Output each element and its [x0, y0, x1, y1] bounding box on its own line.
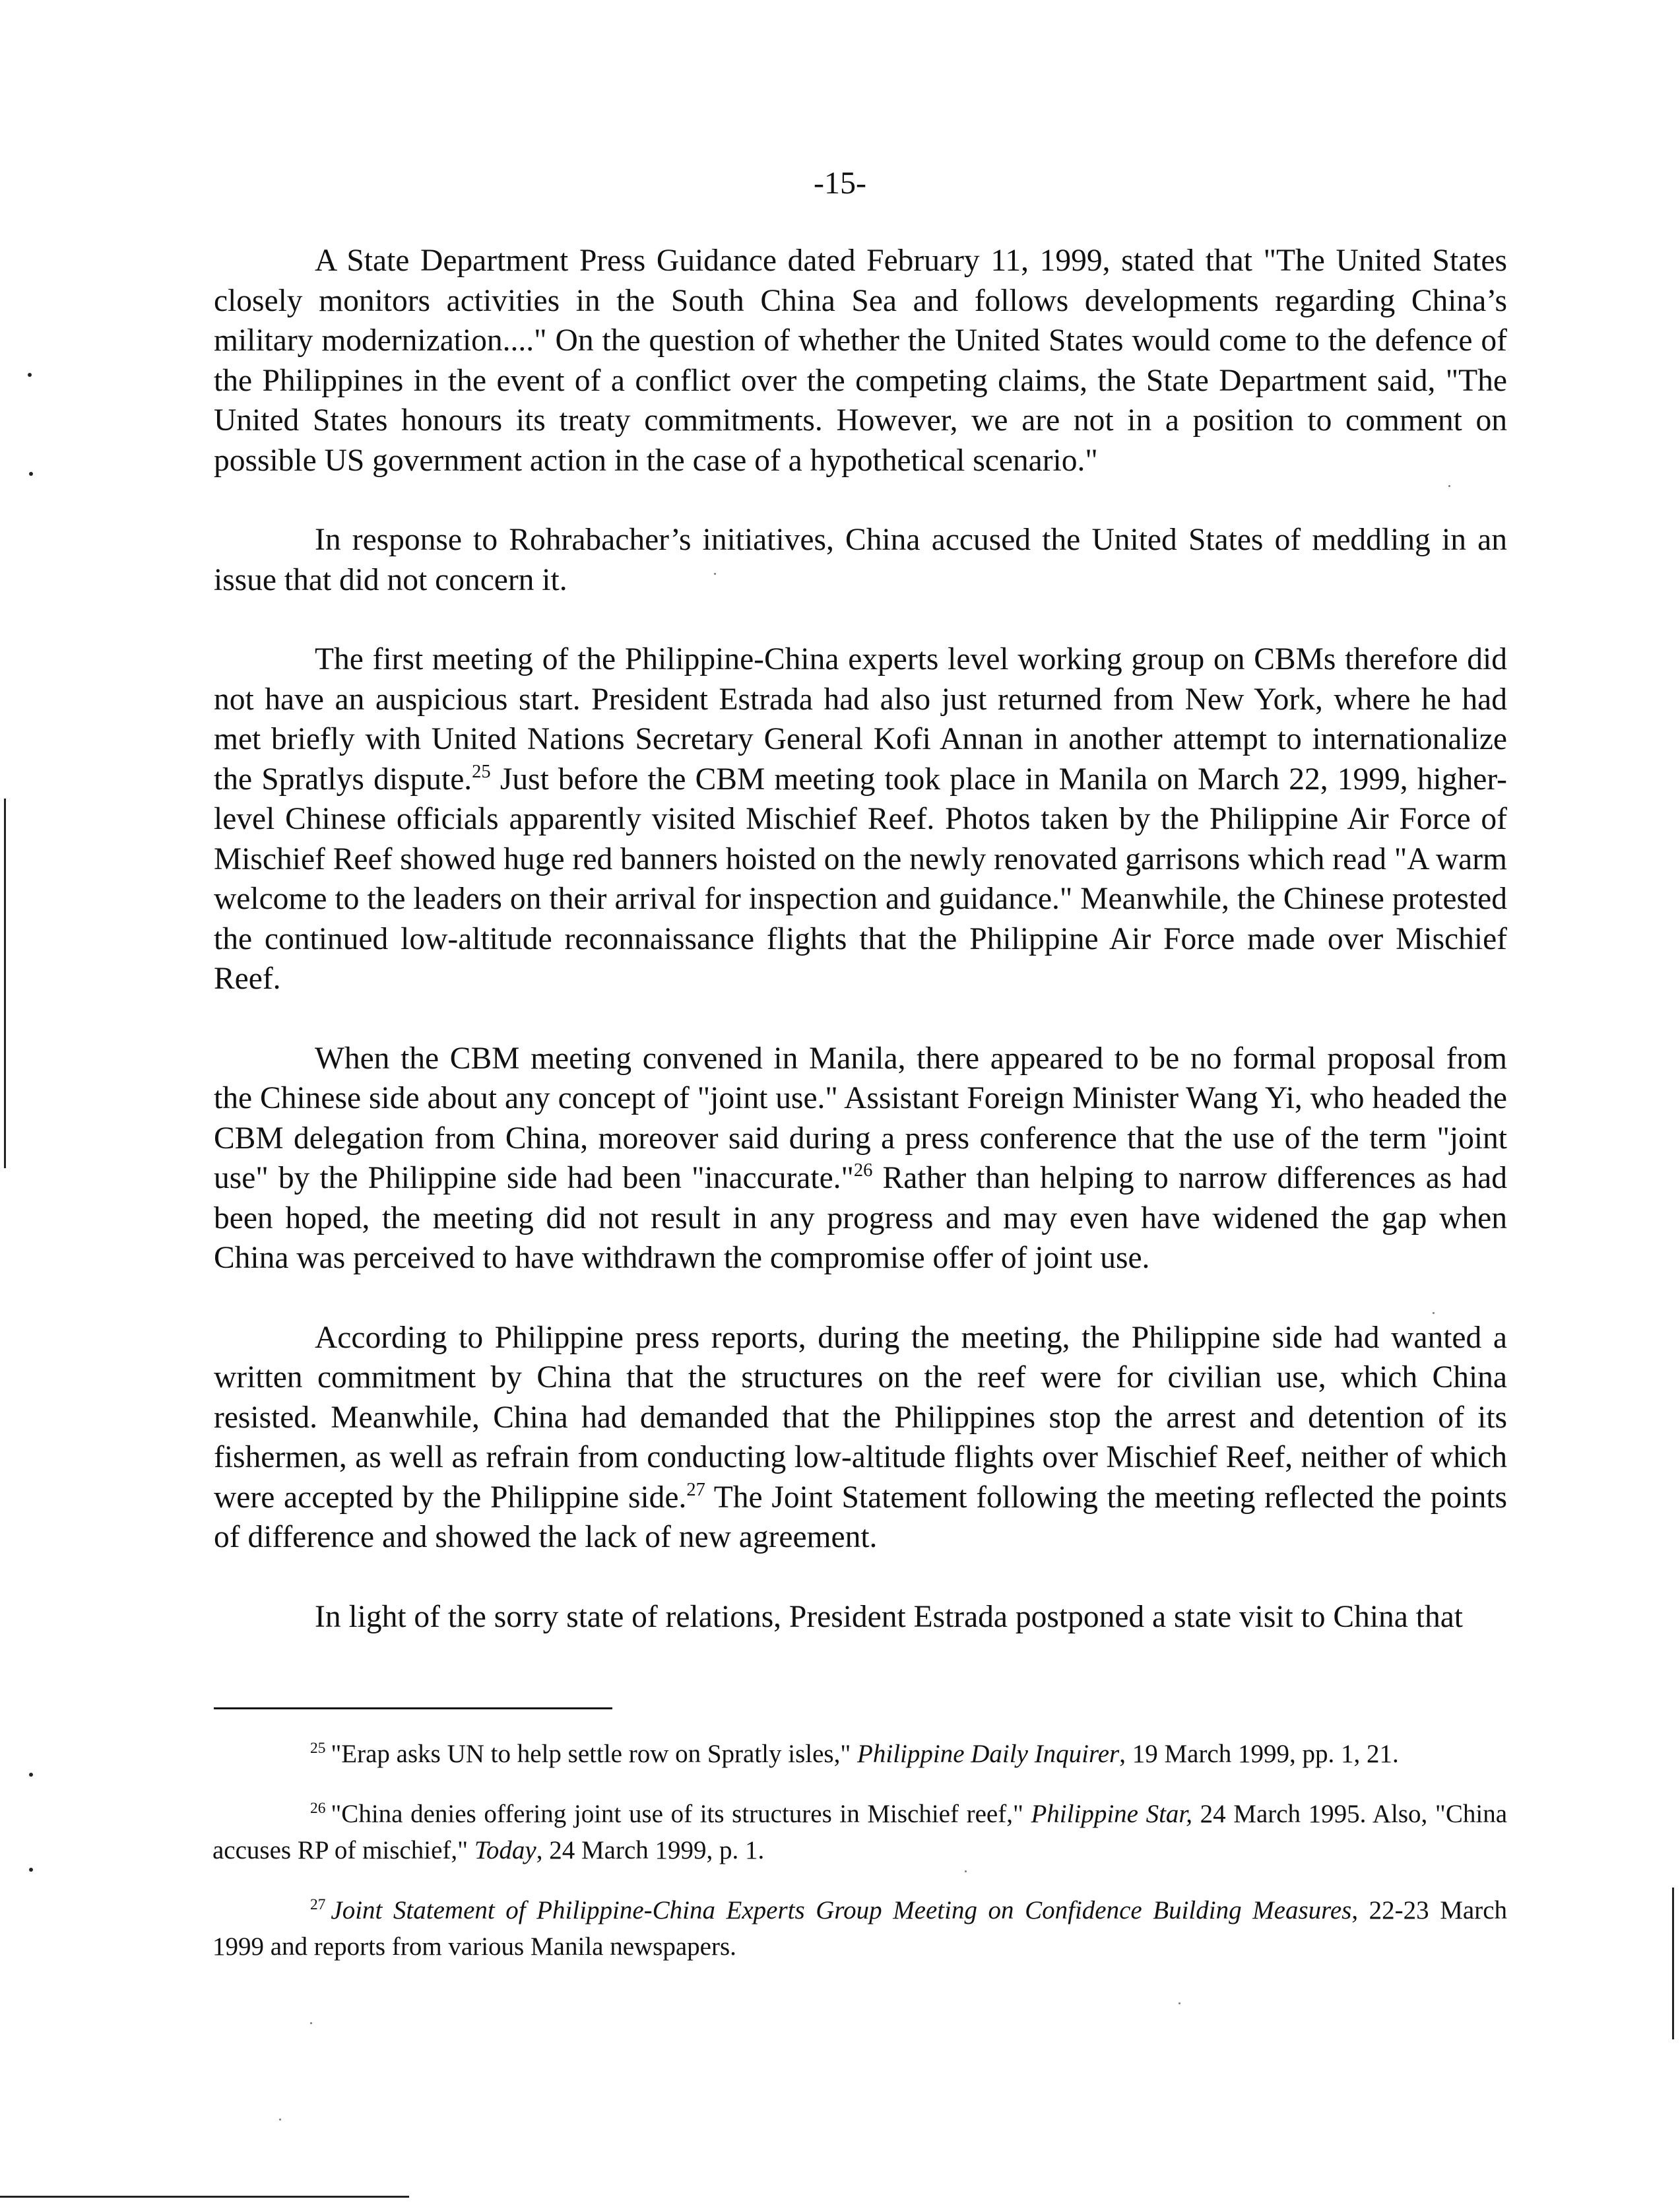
footnotes	[212, 1736, 1507, 1989]
footnote-source: Today	[474, 1836, 536, 1864]
paragraph	[214, 520, 1507, 600]
footnote-reference[interactable]: 25	[472, 761, 491, 782]
footnote-quote: "China denies offering joint use of its structures in Mischief reef,"	[331, 1800, 1031, 1828]
footnote-tail: 24 March 1995. Also, "China accuses RP of mischief,"	[212, 1800, 1508, 1864]
paragraph-text: When the CBM meeting convened in Manila, there appeared to be no formal proposal from the Chinese side about any concept of "joint use." Assistant Foreign Minister Wang Yi, who headed the CBM delegation from China, moreover said during a press conference that the use of the term "joint use" by the Philippine side had been "inaccurate."	[214, 1041, 1507, 1195]
footnote-26	[212, 1796, 1507, 1868]
scan-dot-2	[29, 472, 33, 476]
footnote-separator	[214, 1707, 612, 1709]
footnote-source: Philippine Daily Inquirer	[857, 1740, 1120, 1768]
scan-speck	[310, 2022, 312, 2024]
scan-dot-3	[29, 1773, 33, 1777]
paragraph-text: The first meeting of the Philippine-China experts level working group on CBMs therefore did not have an auspicious start. President Estrada had also just returned from New York, where he had met briefly with United Nations Secretary General Kofi Annan in another attempt to internationalize the Spratlys dispute.	[214, 642, 1507, 797]
footnote-source: Joint Statement of Philippine-China Experts Group Meeting on Confidence Building Measures	[331, 1896, 1352, 1924]
paragraph	[214, 1318, 1507, 1558]
paragraph-text: In response to Rohrabacher’s initiatives, China accused the United States of meddling in an issue that did not concern it.	[214, 523, 1507, 597]
footnote-25	[212, 1736, 1507, 1772]
footnote-marker: 25	[310, 1739, 326, 1757]
footnote-marker: 27	[310, 1895, 326, 1913]
scan-edge-line-left	[4, 799, 6, 1168]
footnote-reference[interactable]: 27	[686, 1479, 705, 1500]
paragraph-text: Just before the CBM meeting took place in Manila on March 22, 1999, higher-level Chinese officials apparently visited Mischief Reef. Photos taken by the Philippine Air Force of Mischief Reef showed huge red banners hoisted on the newly renovated garrisons which read "A warm welcome to the leaders on their arrival for inspection and guidance." Meanwhile, the Chinese protested the continued low-altitude reconnaissance flights that the Philippine Air Force made over Mischief Reef.	[214, 762, 1507, 996]
paragraph	[214, 1597, 1507, 1637]
scan-dot-4	[29, 1868, 33, 1872]
footnote-tail: , 19 March 1999, pp. 1, 21.	[1119, 1740, 1399, 1768]
paragraph-text: In light of the sorry state of relations, President Estrada postponed a state visit to China that	[315, 1599, 1463, 1634]
paragraph	[214, 241, 1507, 480]
footnote-quote: "Erap asks UN to help settle row on Spratly isles,"	[331, 1740, 858, 1768]
paragraph-text: According to Philippine press reports, during the meeting, the Philippine side had wanted a written commitment by China that the structures on the reef were for civilian use, which China resisted. Meanwhile, China had demanded that the Philippines stop the arrest and detention of its fishermen, as well as refrain from conducting low-altitude flights over Mischief Reef, neither of which were accepted by the Philippine side.	[214, 1320, 1507, 1515]
page-number: -15-	[814, 166, 866, 201]
footnote-source: Philippine Star,	[1031, 1800, 1193, 1828]
paragraph	[214, 1039, 1507, 1278]
paragraph-text: The Joint Statement following the meeting reflected the points of difference and showed the lack of new agreement.	[214, 1480, 1507, 1554]
footnote-tail: , 22-23 March 1999 and reports from various Manila newspapers.	[212, 1896, 1508, 1961]
scan-edge-line-right	[1672, 1888, 1674, 2039]
scan-speck	[279, 2119, 281, 2121]
footnote-tail: , 24 March 1999, p. 1.	[536, 1836, 765, 1864]
scan-bottom-line	[0, 2196, 409, 2198]
footnote-reference[interactable]: 26	[853, 1160, 873, 1181]
footnote-27	[212, 1892, 1507, 1965]
footnote-marker: 26	[310, 1799, 326, 1817]
scan-dot-1	[28, 373, 32, 377]
paragraph	[214, 640, 1507, 999]
scan-speck	[1179, 2002, 1180, 2004]
paragraph-text: A State Department Press Guidance dated February 11, 1999, stated that "The United States closely monitors activities in the South China Sea and follows developments regarding China’s military modernization...." On the question of whether the United States would come to the defence of the Philippines in the event of a conflict over the competing claims, the State Department said, "The United States honours its treaty commitments. However, we are not in a position to comment on possible US government action in the case of a hypothetical scenario."	[214, 244, 1507, 478]
paragraph-text: Rather than helping to narrow differences as had been hoped, the meeting did not result in any progress and may even have widened the gap when China was perceived to have withdrawn the compromise offer of joint use.	[214, 1161, 1507, 1275]
body-text	[214, 241, 1507, 1676]
